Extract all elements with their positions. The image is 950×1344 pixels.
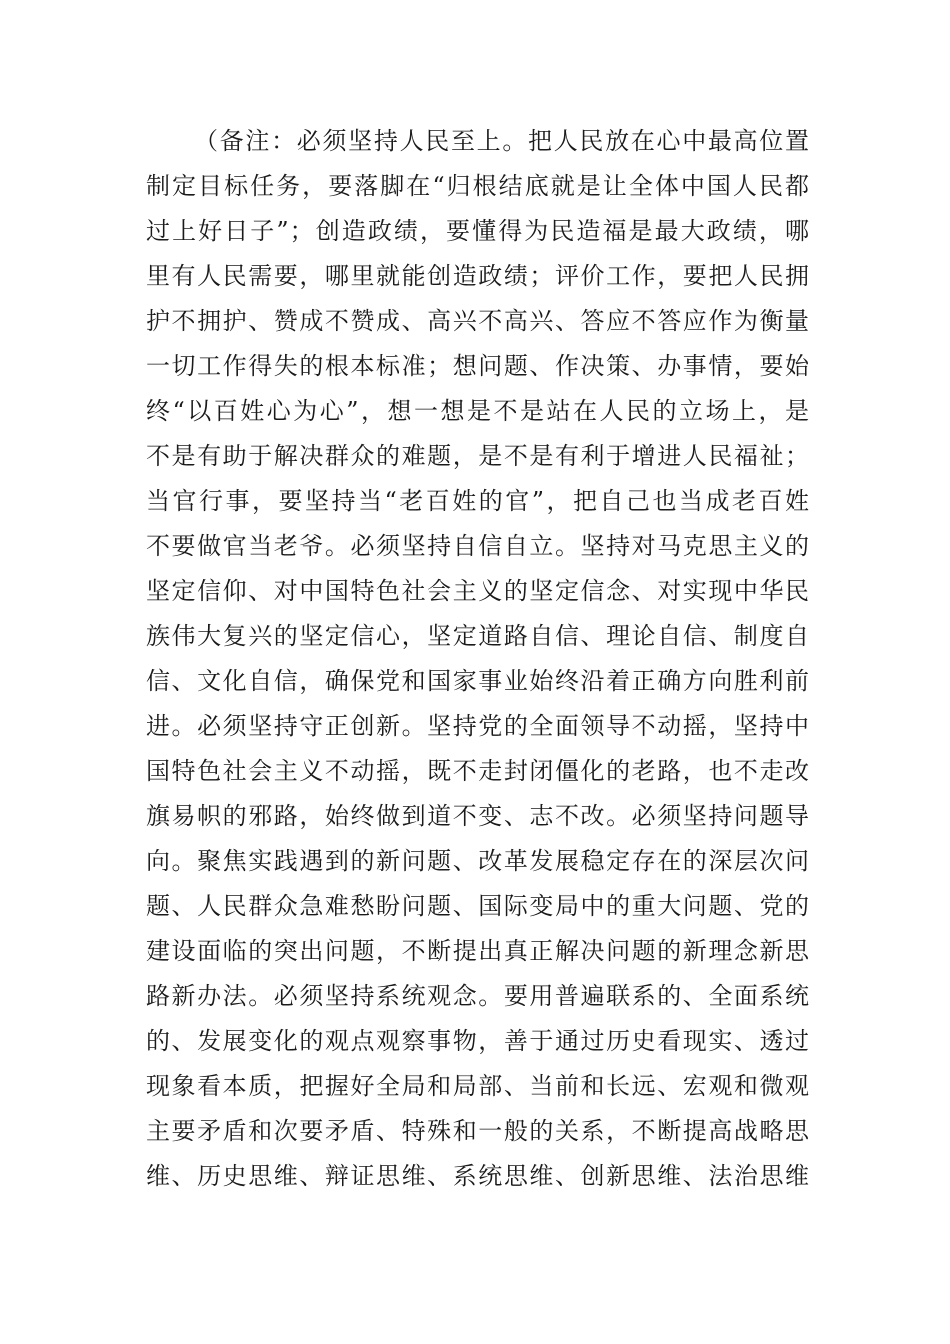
text-line: 题、人民群众急难愁盼问题、国际变局中的重大问题、党的	[146, 892, 810, 920]
text-line: 维、历史思维、辩证思维、系统思维、创新思维、法治思维	[146, 1162, 810, 1190]
text-line: 现象看本质，把握好全局和局部、当前和长远、宏观和微观	[146, 1072, 810, 1100]
text-line: 终“以百姓心为心”，想一想是不是站在人民的立场上，是	[146, 397, 810, 425]
text-line: 族伟大复兴的坚定信心，坚定道路自信、理论自信、制度自	[146, 622, 810, 650]
text-line: 向。聚焦实践遇到的新问题、改革发展稳定存在的深层次问	[146, 847, 810, 875]
text-line: 建设面临的突出问题，不断提出真正解决问题的新理念新思	[146, 937, 810, 965]
text-line: 国特色社会主义不动摇，既不走封闭僵化的老路，也不走改	[146, 757, 810, 785]
text-line: （备注：必须坚持人民至上。把人民放在心中最高位置	[194, 127, 810, 155]
text-line: 坚定信仰、对中国特色社会主义的坚定信念、对实现中华民	[146, 577, 810, 605]
text-line: 制定目标任务，要落脚在“归根结底就是让全体中国人民都	[146, 172, 810, 200]
text-line: 路新办法。必须坚持系统观念。要用普遍联系的、全面系统	[146, 982, 810, 1010]
text-line: 不是有助于解决群众的难题，是不是有利于增进人民福祉；	[146, 442, 810, 470]
text-line: 旗易帜的邪路，始终做到道不变、志不改。必须坚持问题导	[146, 802, 810, 830]
text-line: 护不拥护、赞成不赞成、高兴不高兴、答应不答应作为衡量	[146, 307, 810, 335]
text-line: 当官行事，要坚持当“老百姓的官”，把自己也当成老百姓	[146, 487, 810, 515]
text-line: 不要做官当老爷。必须坚持自信自立。坚持对马克思主义的	[146, 532, 810, 560]
text-line: 里有人民需要，哪里就能创造政绩；评价工作，要把人民拥	[146, 262, 810, 290]
text-line: 主要矛盾和次要矛盾、特殊和一般的关系，不断提高战略思	[146, 1117, 810, 1145]
text-line: 一切工作得失的根本标准；想问题、作决策、办事情，要始	[146, 352, 810, 380]
text-line: 的、发展变化的观点观察事物，善于通过历史看现实、透过	[146, 1027, 810, 1055]
text-line: 信、文化自信，确保党和国家事业始终沿着正确方向胜利前	[146, 667, 810, 695]
text-line: 进。必须坚持守正创新。坚持党的全面领导不动摇，坚持中	[146, 712, 810, 740]
text-line: 过上好日子”；创造政绩，要懂得为民造福是最大政绩，哪	[146, 217, 810, 245]
